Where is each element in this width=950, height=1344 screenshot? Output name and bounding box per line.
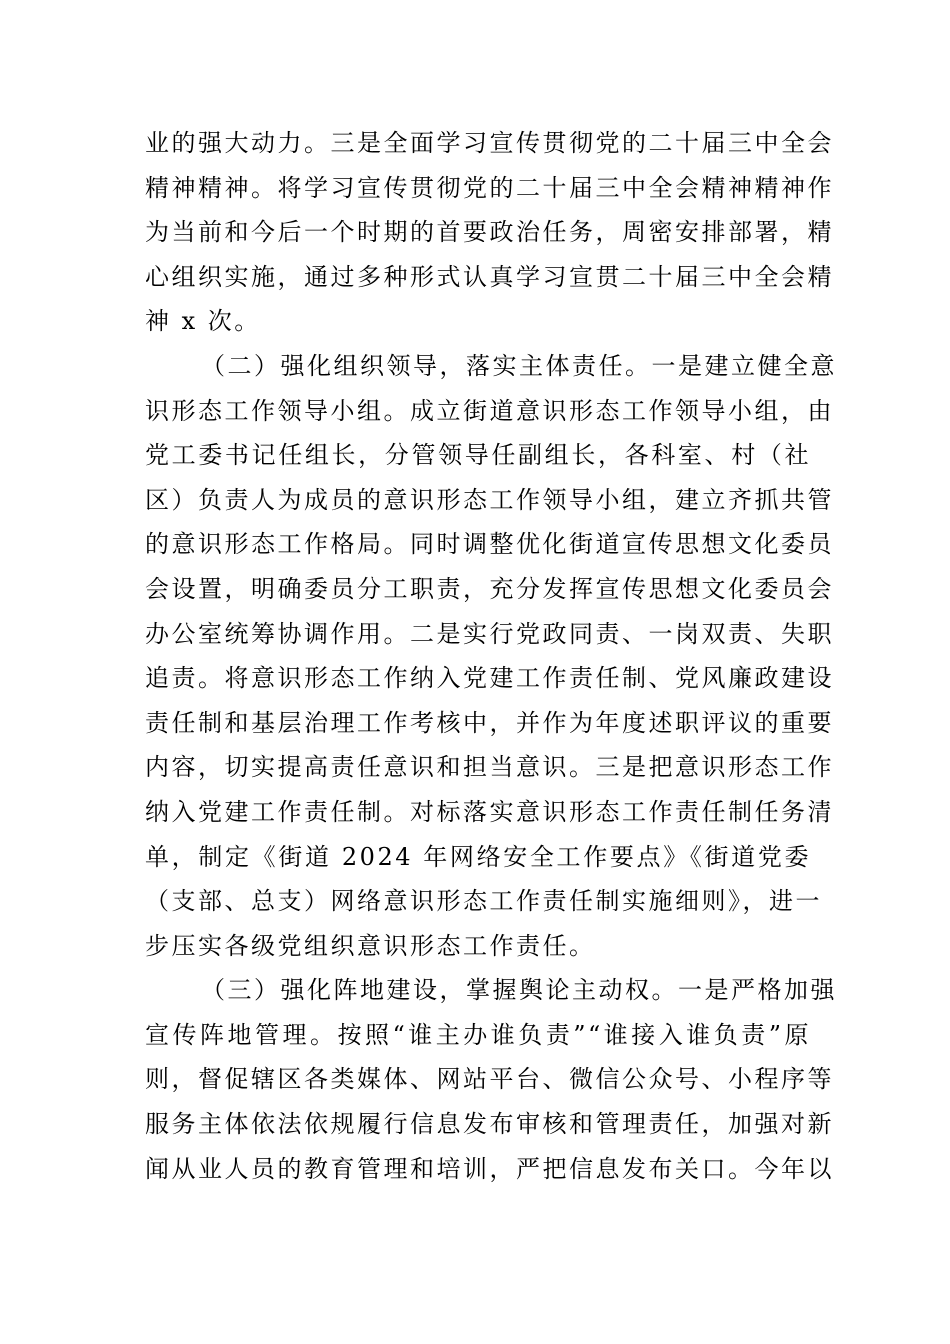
text-line: 宣传阵地管理。按照“谁主办谁负责”“谁接入谁负责”原 [145,1020,811,1049]
paragraph-2 [145,344,837,968]
text-line: 神 x 次。 [145,307,261,336]
text-line: 责任制和基层治理工作考核中，并作为年度述职评议的重要 [145,708,834,737]
text-line: （支部、总支）网络意识形态工作责任制实施细则》，进一 [145,887,822,916]
text-line: 纳入党建工作责任制。对标落实意识形态工作责任制任务清 [145,797,834,826]
text-line: 内容，切实提高责任意识和担当意识。三是把意识形态工作 [145,753,834,782]
text-line: 步压实各级党组织意识形态工作责任。 [145,931,596,960]
text-line: 识形态工作领导小组。成立街道意识形态工作领导小组，由 [145,396,834,425]
text-line: 追责。将意识形态工作纳入党建工作责任制、党风廉政建设 [145,664,834,693]
text-line: 服务主体依法依规履行信息发布审核和管理责任，加强对新 [145,1110,834,1139]
paragraph-heading-line: （二）强化组织领导，落实主体责任。一是建立健全意 [201,351,837,380]
text-line: 精神精神。将学习宣传贯彻党的二十届三中全会精神精神作 [145,173,834,202]
text-line: 的意识形态工作格局。同时调整优化街道宣传思想文化委员 [145,530,834,559]
text-line: 办公室统筹协调作用。二是实行党政同责、一岗双责、失职 [145,619,834,648]
text-line: 闻从业人员的教育管理和培训，严把信息发布关口。今年以 [145,1154,834,1183]
paragraph-1 [145,121,834,344]
text-line: 会设置，明确委员分工职责，充分发挥宣传思想文化委员会 [145,574,834,603]
text-line: 党工委书记任组长，分管领导任副组长，各科室、村（社 [145,441,811,470]
text-line: 心组织实施，通过多种形式认真学习宣贯二十届三中全会精 [145,262,834,291]
paragraph-3 [145,968,837,1191]
paragraph-heading-line: （三）强化阵地建设，掌握舆论主动权。一是严格加强 [201,976,837,1005]
document-body [145,121,837,1191]
text-line: 区）负责人为成员的意识形态工作领导小组，建立齐抓共管 [145,485,834,514]
text-line: 为当前和今后一个时期的首要政治任务，周密安排部署，精 [145,218,834,247]
text-line: 单，制定《街道 2024 年网络安全工作要点》《街道党委 [145,842,811,871]
text-line: 则，督促辖区各类媒体、网站平台、微信公众号、小程序等 [145,1065,834,1094]
text-line: 业的强大动力。三是全面学习宣传贯彻党的二十届三中全会 [145,129,834,157]
